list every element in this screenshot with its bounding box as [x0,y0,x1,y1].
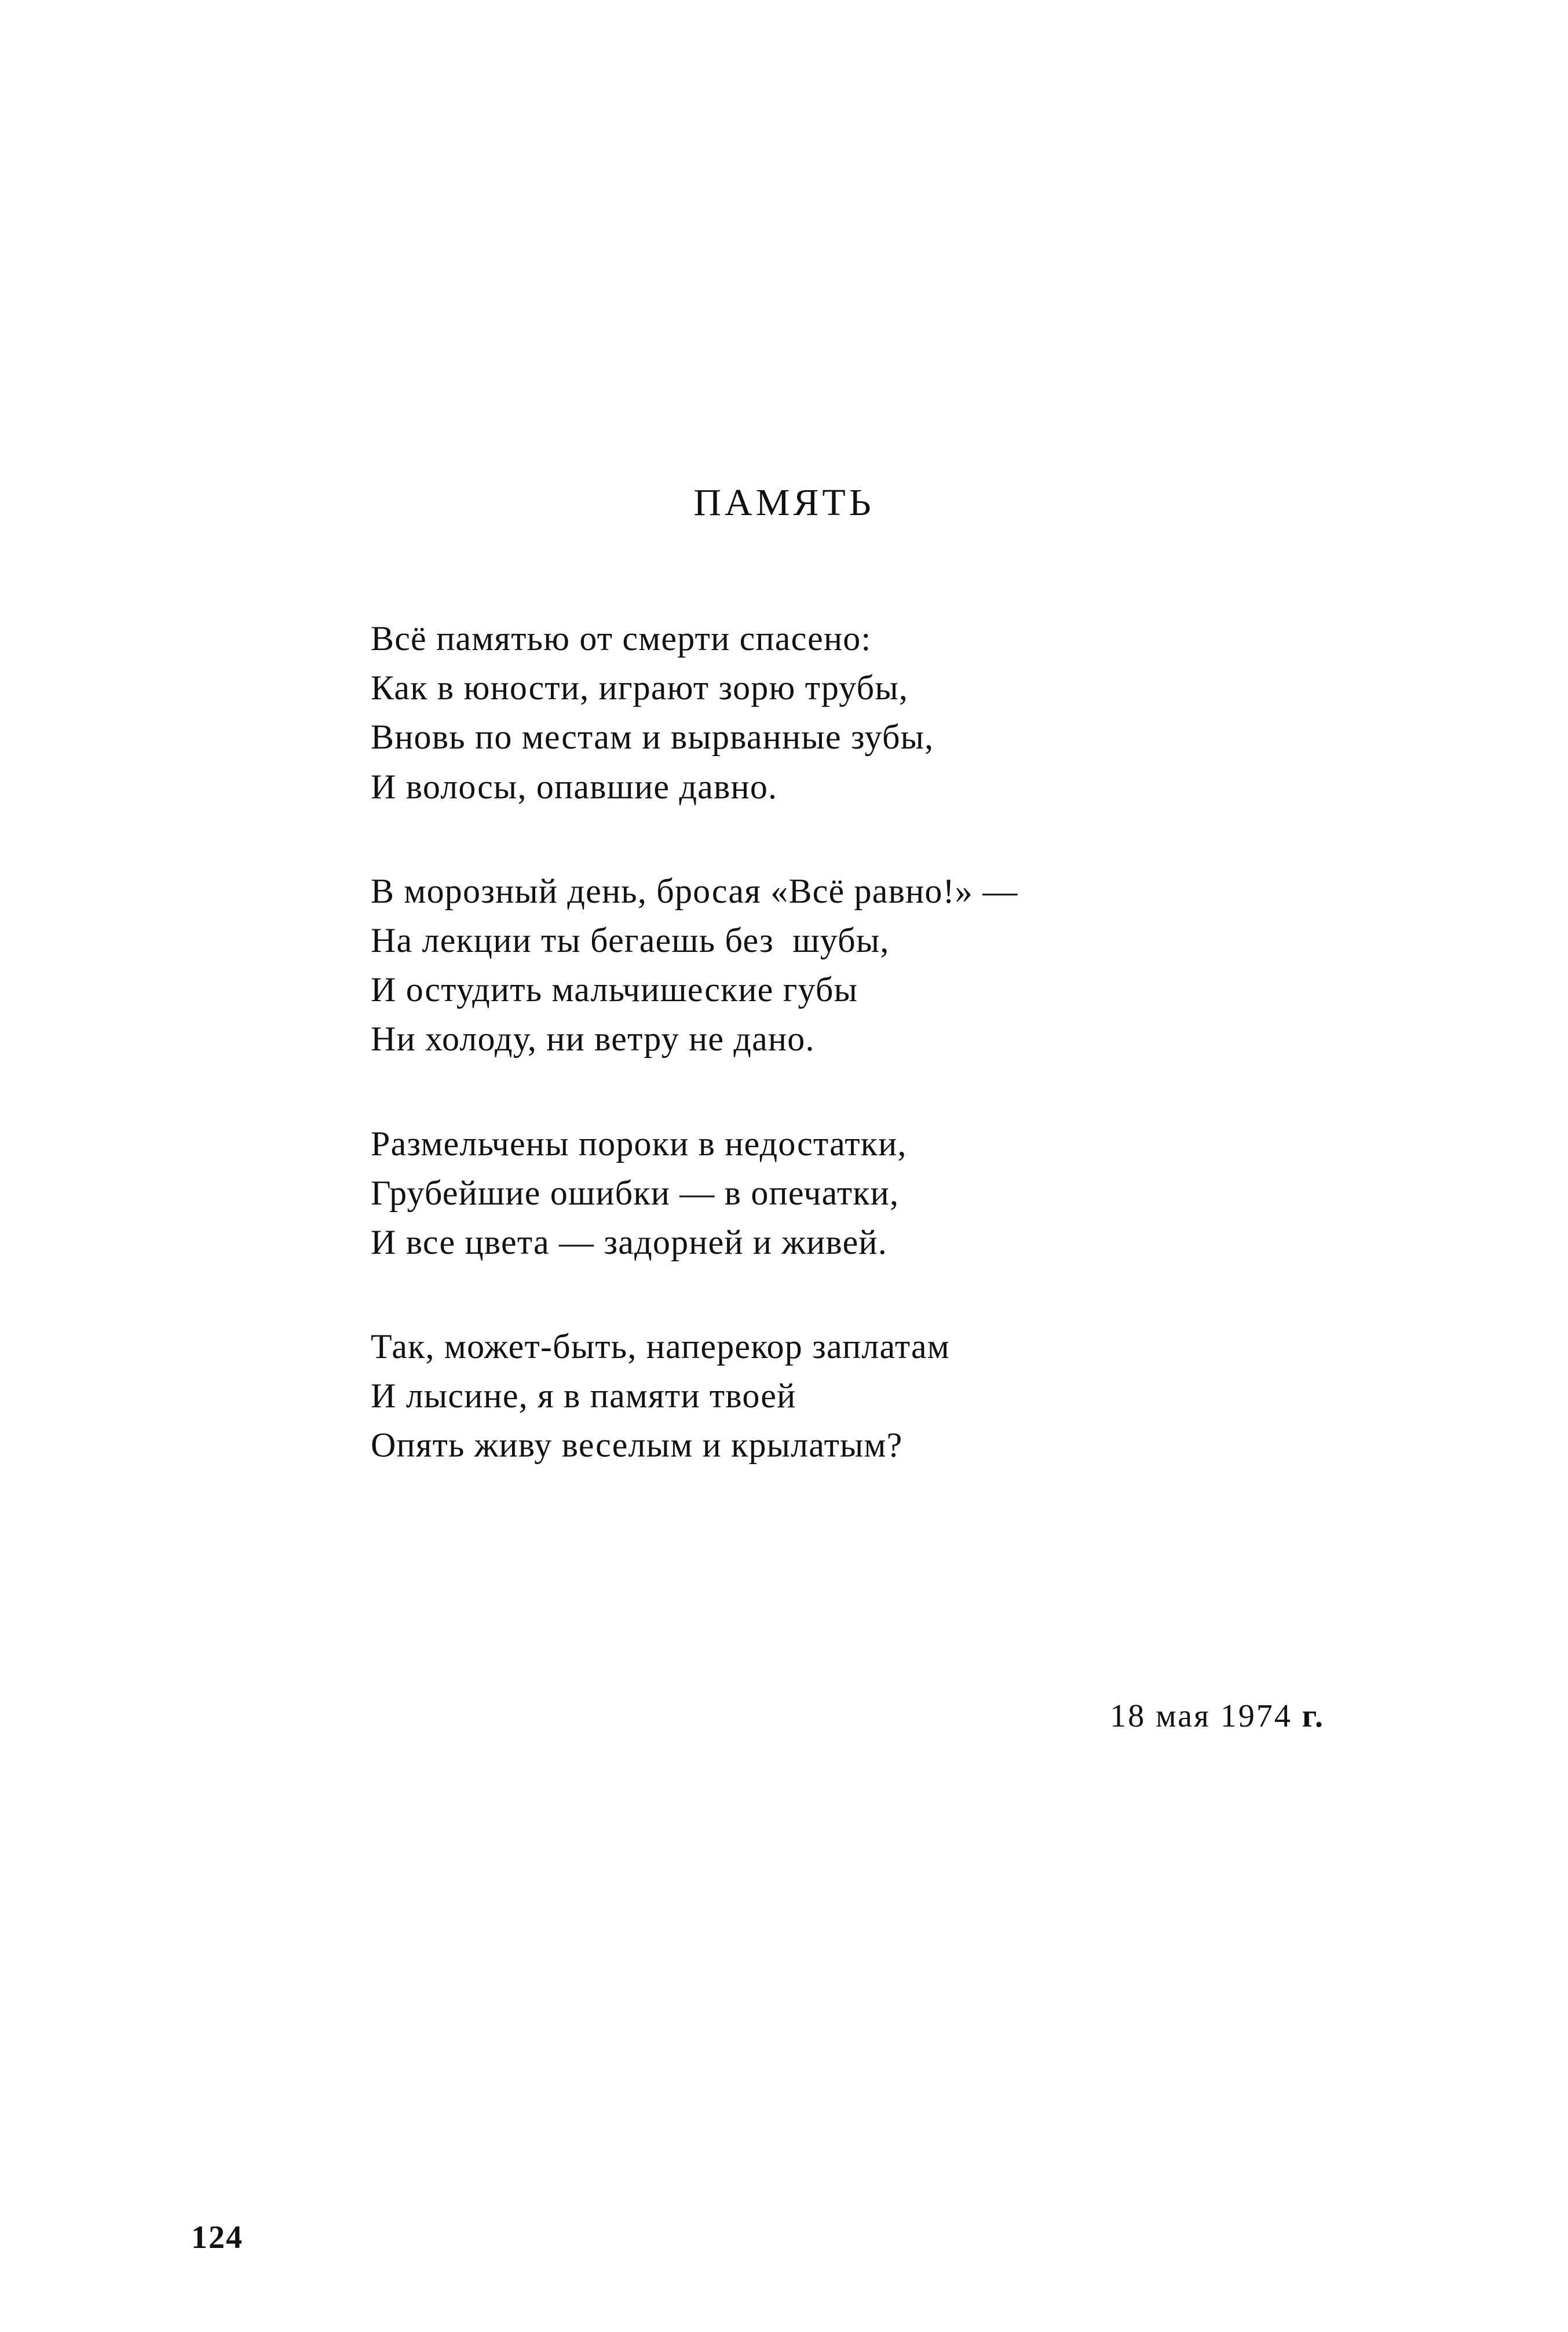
poem-date-text: 18 мая 1974 [1110,1698,1292,1734]
poem-line: И остудить мальчишеские губы [371,970,858,1009]
poem-line: Всё памятью от смерти спасено: [371,619,872,658]
poem-line: Грубейшие ошибки — в опечатки, [371,1173,900,1212]
poem-date-suffix: г. [1302,1698,1325,1734]
poem-line: Вновь по местам и вырванные зубы, [371,718,934,757]
poem-line: И все цвета — задорней и живей. [371,1222,887,1261]
poem-line: Опять живу веселым и крылатым? [371,1426,903,1465]
page-number: 124 [191,2220,243,2256]
poem-line: И волосы, опавшие давно. [371,767,778,806]
poem-line: Ни холоду, ни ветру не дано. [371,1020,815,1059]
poem-date [0,1698,1568,1735]
poem-line: На лекции ты бегаешь без шубы, [371,921,890,959]
poem-line: Размельчены пороки в недостатки, [371,1124,907,1163]
stanza [371,614,1413,812]
poem-line: Как в юности, играют зорю трубы, [371,669,909,707]
stanza [371,1119,1413,1268]
page-title: ПАМЯТЬ [693,481,875,524]
poem-line: И лысине, я в памяти твоей [371,1377,796,1415]
poem-body [371,614,1413,1526]
poem-line: Так, может-быть, наперекор заплатам [371,1327,950,1366]
stanza [371,1322,1413,1470]
poem-line: В морозный день, бросая «Всё равно!» — [371,871,1018,910]
stanza [371,867,1413,1064]
